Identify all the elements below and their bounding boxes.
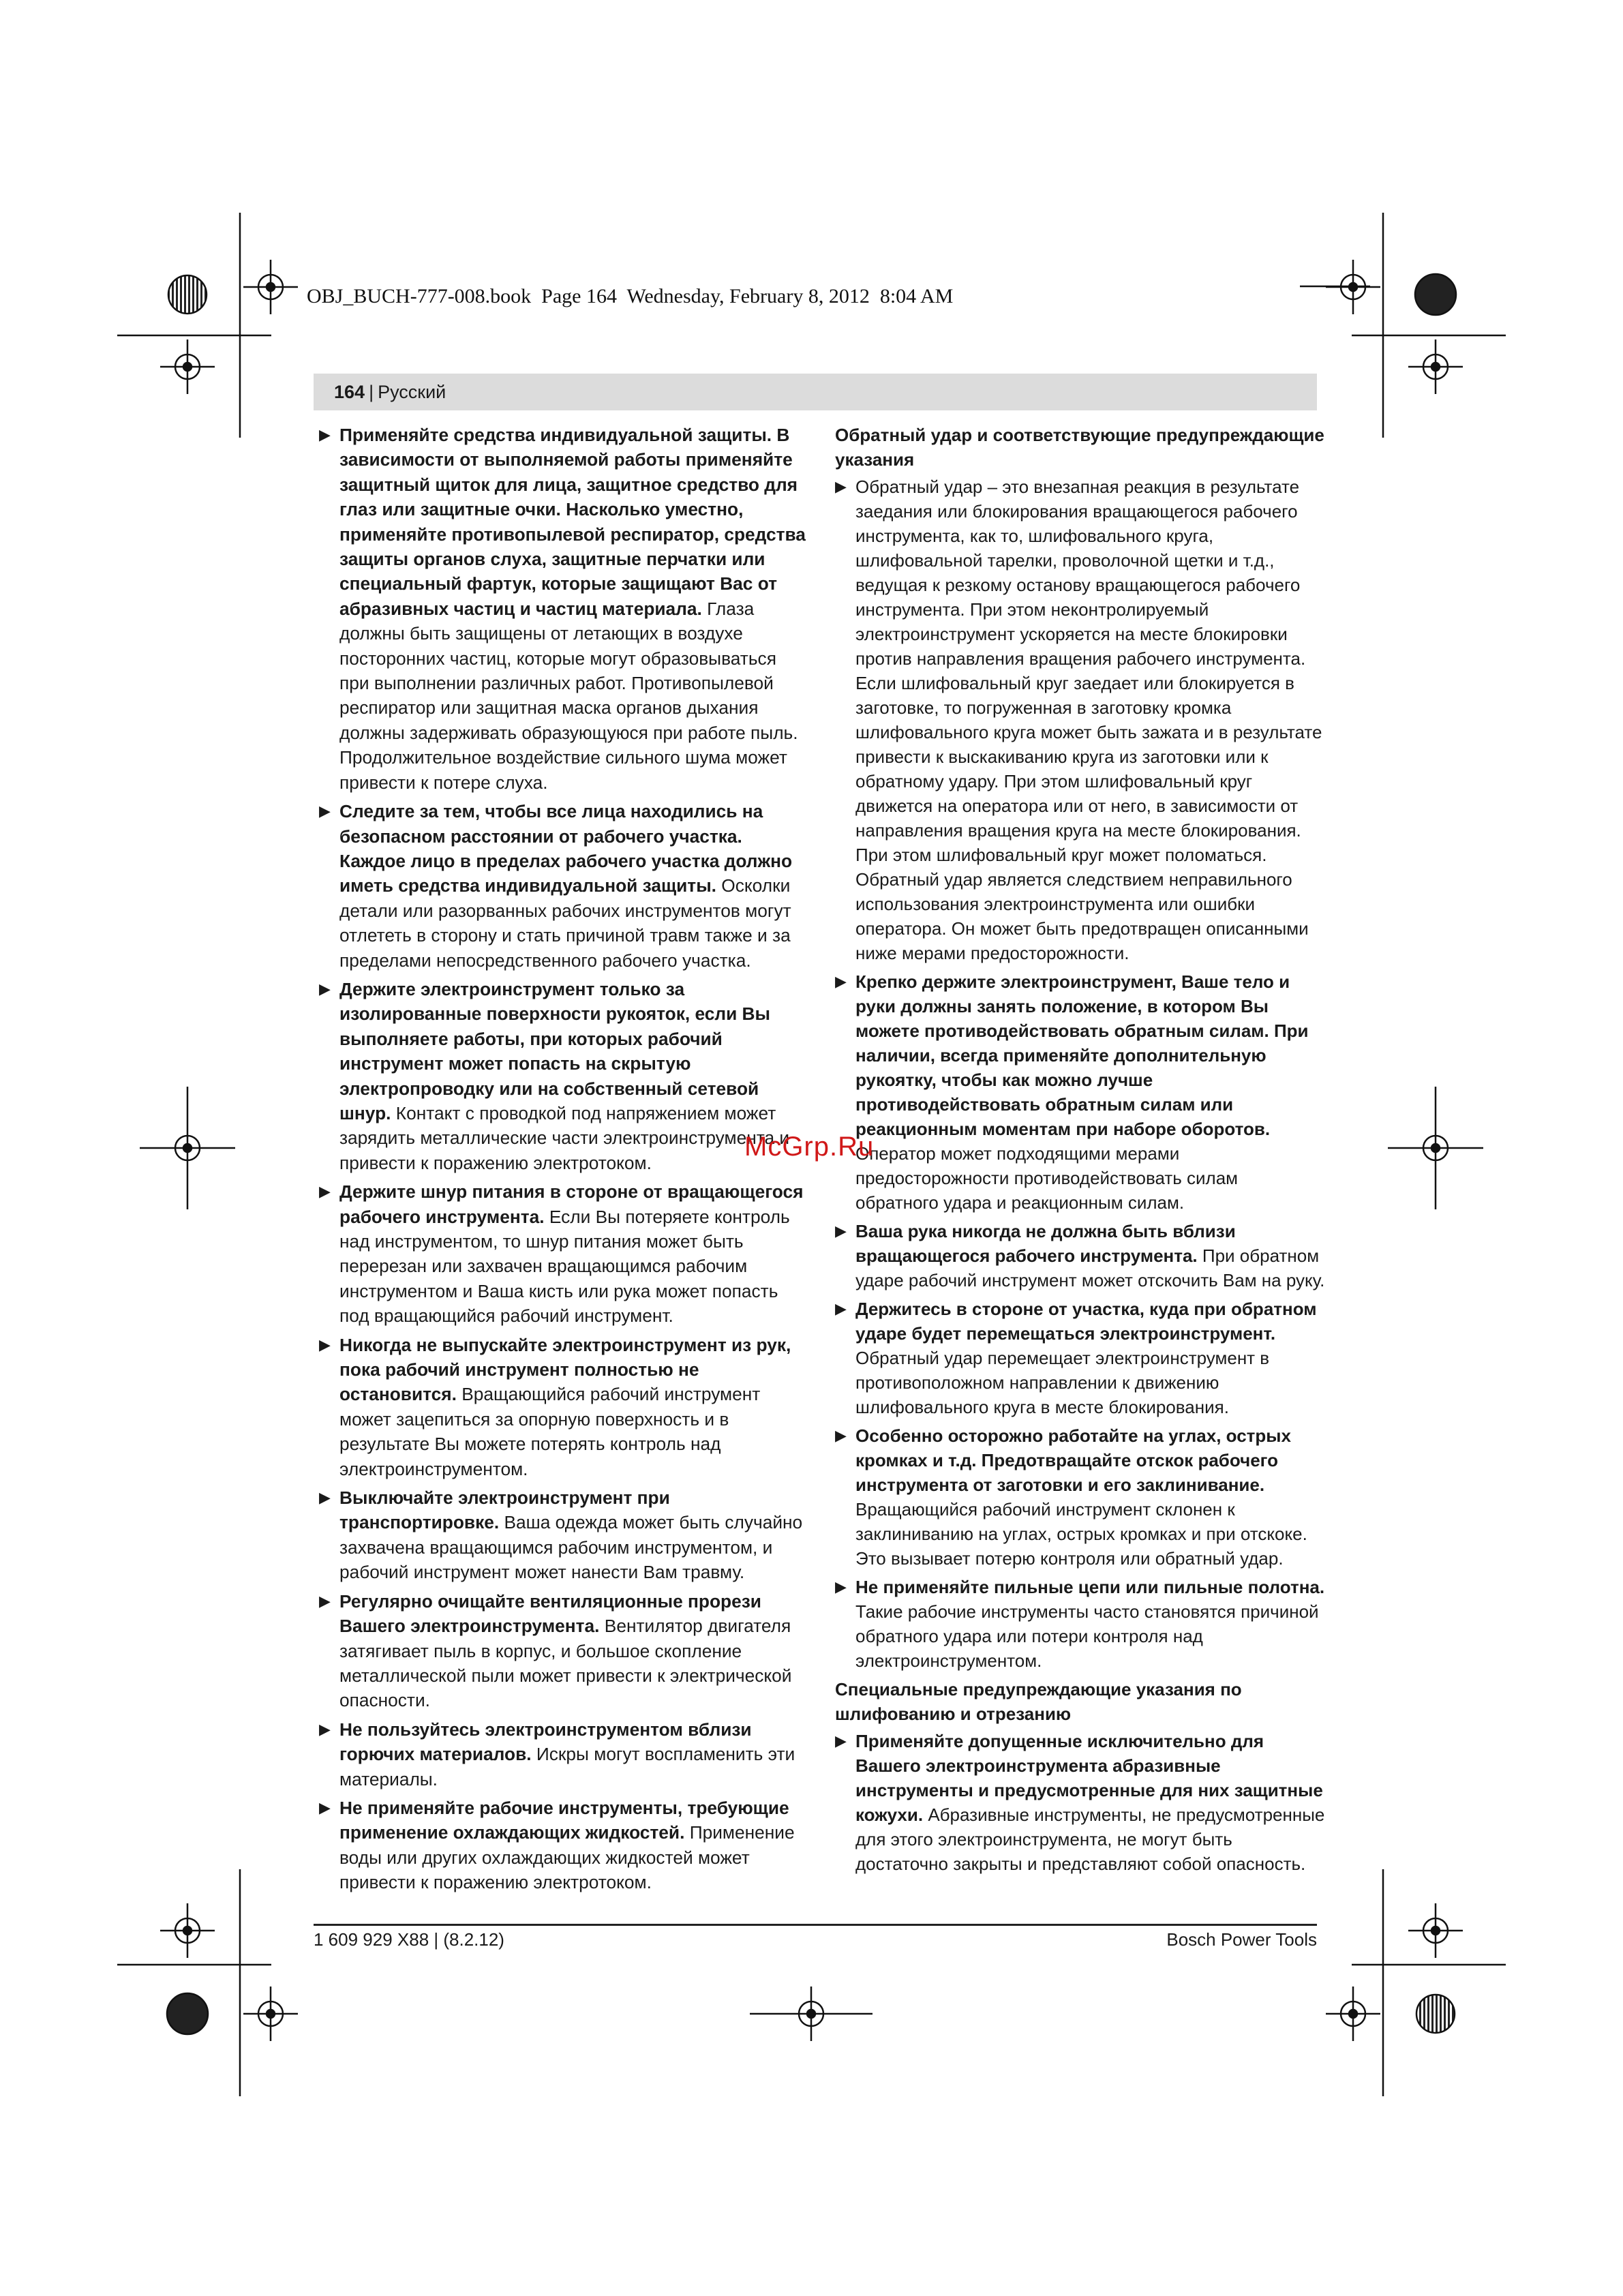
- bullet-bold-text: Крепко держите электроинструмент, Ваше тело и руки должны занять положение, в котором Вы можете противодействовать обратным силам. При наличии, всегда применяйте дополнительную рукоятку, чтобы как можно лучше противодействовать обратным силам или реакционным моментам при наборе оборотов.: [855, 971, 1309, 1139]
- bullet-arrow-icon: ▶: [319, 980, 331, 997]
- bullet-arrow-icon: ▶: [319, 802, 331, 820]
- page-header: [314, 374, 1317, 410]
- bullet-body-text: Вращающийся рабочий инструмент склонен к заклиниванию на углах, острых кромках и при отскоке. Это вызывает потерю контроля или обратный удар.: [855, 1499, 1307, 1569]
- bullet-bold-text: Особенно осторожно работайте на углах, острых кромках и т.д. Предотвращайте отскок рабочего инструмента от заготовки и его заклинивание.: [855, 1425, 1291, 1495]
- section-title-grinding: Специальные предупреждающие указания по шлифованию и отрезанию: [835, 1679, 1242, 1724]
- bullet-item: [319, 1485, 810, 1585]
- bullet-arrow-icon: ▶: [319, 1798, 331, 1816]
- bullet-bold-text: Не пользуйтесь электроинструментом вблизи горючих материалов.: [339, 1719, 752, 1765]
- bullet-body-text: При обратном ударе рабочий инструмент может отскочить Вам на руку.: [855, 1245, 1325, 1290]
- bullet-item: [835, 1729, 1326, 1876]
- section-grinding-items: [835, 1729, 1326, 1876]
- bullet-bold-text: Регулярно очищайте вентиляционные прорези Вашего электроинструмента.: [339, 1590, 761, 1637]
- bullet-body-text: Глаза должны быть защищены от летающих в воздухе посторонних частиц, которые могут образовываться при выполнении различных работ. Противопылевой респиратор или защитная маска органов дыхания должны задерживать образующуюся при работе пыль. Продолжительное воздействие сильного шума может привести к потере слуха.: [339, 598, 798, 793]
- bullet-item: [835, 1575, 1326, 1673]
- bullet-item: [835, 1297, 1326, 1419]
- bullet-body-text: Обратный удар – это внезапная реакция в результате заедания или блокирования вращающегося рабочего инструмента, как то, шлифовального круга, шлифовальной тарелки, проволочной щетки и т.д., ведущая к резкому останову вращающегося рабочего инструмента. При этом неконтролируемый электроинструмент ускоряется на месте блокировки против направления вращения рабочего инструмента. Если шлифовальный круг заедает или блокируется в заготовке, то погруженная в заготовку кромка шлифовального круга может быть зажата и в результате привести к выскакиванию круга из заготовки или к обратному удару. При этом шлифовальный круг движется на оператора или от него, в зависимости от направления вращения круга на месте блокирования. При этом шлифовальный круг может поломаться. Обратный удар является следствием неправильного использования электроинструмента или ошибки оператора. Он может быть предотвращен описанными ниже мерами предосторожности.: [855, 477, 1322, 963]
- bullet-body-text: Искры могут воспламенить эти материалы.: [339, 1744, 795, 1789]
- footer-doc-number: 1 609 929 X88 | (8.2.12): [314, 1929, 504, 1950]
- bullet-item: [319, 1589, 810, 1713]
- section-kickback-items: [835, 474, 1326, 1673]
- header-separator: |: [369, 381, 374, 402]
- bullet-body-text: Оператор может подходящими мерами предосторожности противодействовать силам обратного удара и реакционным силам.: [855, 1143, 1239, 1213]
- bullet-body-text: Осколки детали или разорванных рабочих инструментов могут отлететь в сторону и стать причиной травм также и за пределами непосредственного рабочего участка.: [339, 875, 791, 971]
- bullet-arrow-icon: ▶: [835, 1427, 847, 1444]
- bullet-arrow-icon: ▶: [835, 1222, 847, 1239]
- bullet-arrow-icon: ▶: [319, 426, 331, 443]
- bullet-item: [835, 474, 1326, 965]
- bullet-item: [835, 969, 1326, 1215]
- bullet-item: [835, 1423, 1326, 1571]
- bullet-bold-text: Никогда не выпускайте электроинструмент из рук, пока рабочий инструмент полностью не остановится.: [339, 1334, 791, 1405]
- left-column: [319, 423, 810, 1899]
- bullet-item: [835, 1219, 1326, 1293]
- section-title-kickback: Обратный удар и соответствующие предупреждающие указания: [835, 425, 1324, 470]
- bullet-bold-text: Держите шнур питания в стороне от вращающегося рабочего инструмента.: [339, 1181, 804, 1227]
- bullet-arrow-icon: ▶: [319, 1489, 331, 1507]
- bullet-bold-text: Не применяйте рабочие инструменты, требующие применение охлаждающих жидкостей.: [339, 1797, 789, 1843]
- bullet-arrow-icon: ▶: [319, 1720, 331, 1738]
- bullet-body-text: Ваша одежда может быть случайно захвачена вращающимся рабочим инструментом, и рабочий инструмент может нанести Вам травму.: [339, 1512, 803, 1583]
- bullet-arrow-icon: ▶: [319, 1592, 331, 1610]
- bullet-body-text: Если Вы потеряете контроль над инструментом, то шнур питания может быть перерезан или захвачен вращающимся рабочим инструментом и Ваша кисть или рука может попасть под вращающийся рабочий инструмент.: [339, 1206, 790, 1327]
- header-language: Русский: [378, 381, 446, 402]
- bullet-item: [319, 1796, 810, 1895]
- bullet-arrow-icon: ▶: [319, 1183, 331, 1200]
- bullet-arrow-icon: ▶: [835, 478, 847, 495]
- bullet-body-text: Обратный удар перемещает электроинструмент в противоположном направлении к движению шлифовального круга в месте блокирования.: [855, 1348, 1270, 1417]
- bullet-arrow-icon: ▶: [319, 1335, 331, 1353]
- bullet-item: [319, 977, 810, 1175]
- bullet-body-text: Вентилятор двигателя затягивает пыль в корпус, и большое скопление металлической пыли может привести к электрической опасности.: [339, 1616, 792, 1711]
- bullet-body-text: Такие рабочие инструменты часто становятся причиной обратного удара или потери контроля над электроинструментом.: [855, 1601, 1319, 1671]
- bullet-bold-text: Выключайте электроинструмент при транспортировке.: [339, 1487, 670, 1533]
- footer-rule: [314, 1924, 1317, 1926]
- bullet-body-text: Абразивные инструменты, не предусмотренные для этого электроинструмента, не могут быть достаточно закрыты и представляют собой опасность.: [855, 1804, 1325, 1874]
- bullet-bold-text: Следите за тем, чтобы все лица находились на безопасном расстоянии от рабочего участка. Каждое лицо в пределах рабочего участка должно иметь средства индивидуальной защиты.: [339, 801, 793, 896]
- watermark: McGrp.Ru: [744, 1132, 875, 1162]
- bullet-body-text: Контакт с проводкой под напряжением может зарядить металлические части электроинструмента и привести к поражению электротоком.: [339, 1102, 790, 1173]
- bullet-item: [319, 423, 810, 795]
- bullet-bold-text: Не применяйте пильные цепи или пильные полотна.: [855, 1577, 1325, 1597]
- bullet-bold-text: Применяйте средства индивидуальной защиты. В зависимости от выполняемой работы применяйте защитный щиток для лица, защитное средство для глаз или защитные очки. Насколько уместно, применяйте противопылевой респиратор, средства защиты органов слуха, защитные перчатки или специальный фартук, которые защищают Вас от абразивных частиц и частиц материала.: [339, 425, 806, 619]
- bullet-bold-text: Держите электроинструмент только за изолированные поверхности рукояток, если Вы выполняете работы, при которых рабочий инструмент может попасть на скрытую электропроводку или на собственный сетевой шнур.: [339, 978, 771, 1123]
- bullet-bold-text: Применяйте допущенные исключительно для Вашего электроинструмента абразивные инструменты и предусмотренные для них защитные кожухи.: [855, 1731, 1323, 1825]
- bullet-body-text: Применение воды или других охлаждающих жидкостей может привести к поражению электротоком.: [339, 1822, 795, 1893]
- bullet-arrow-icon: ▶: [835, 1578, 847, 1595]
- right-column: [835, 423, 1326, 1880]
- bullet-arrow-icon: ▶: [835, 1300, 847, 1317]
- bullet-item: [319, 1717, 810, 1792]
- bullet-arrow-icon: ▶: [835, 973, 847, 990]
- bullet-item: [319, 1333, 810, 1481]
- bullet-bold-text: Ваша рука никогда не должна быть вблизи вращающегося рабочего инструмента.: [855, 1221, 1236, 1266]
- page-number: 164: [334, 381, 365, 402]
- bullet-bold-text: Держитесь в стороне от участка, куда при обратном ударе будет перемещаться электроинструмент.: [855, 1299, 1317, 1344]
- bullet-item: [319, 1179, 810, 1328]
- book-file-info: OBJ_BUCH-777-008.book Page 164 Wednesday, February 8, 2012 8:04 AM: [307, 285, 954, 307]
- bullet-arrow-icon: ▶: [835, 1732, 847, 1749]
- bullet-item: [319, 799, 810, 973]
- bullet-body-text: Вращающийся рабочий инструмент может зацепиться за опорную поверхность и в результате Вы можете потерять контроль над электроинструментом.: [339, 1384, 761, 1479]
- footer-brand: Bosch Power Tools: [1166, 1929, 1317, 1950]
